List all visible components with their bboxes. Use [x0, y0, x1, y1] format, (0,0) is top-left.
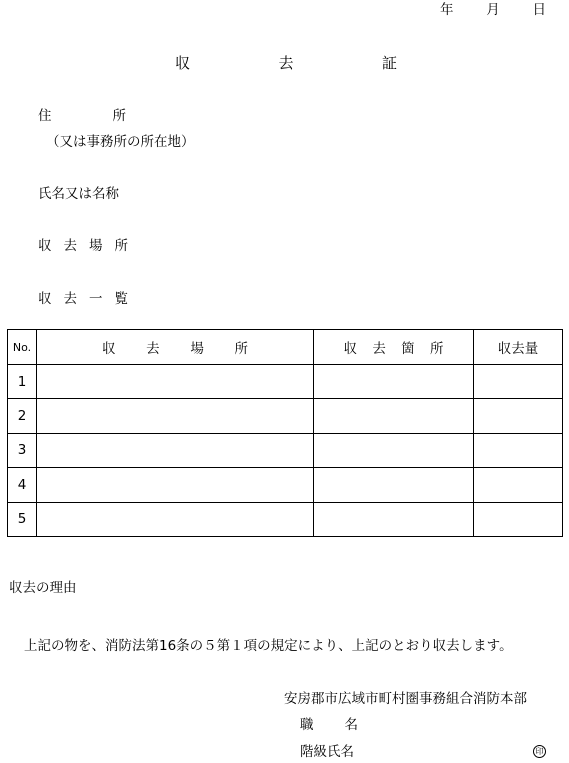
document-title — [175, 56, 397, 71]
date-day: 日 — [532, 2, 546, 18]
collection-list-label — [38, 293, 128, 307]
place-cell — [37, 468, 314, 502]
list-label-char-4: 覧 — [114, 291, 128, 307]
reason-heading: 収去の理由 — [9, 580, 77, 596]
title-char-2: 去 — [278, 54, 294, 72]
amount-cell — [474, 502, 563, 536]
spot-header-char-4: 所 — [429, 341, 444, 357]
date-month: 月 — [486, 2, 500, 18]
amount-cell — [474, 399, 563, 433]
spot-cell — [314, 433, 474, 467]
post-label-char-1: 職 — [300, 717, 314, 733]
place-header-char-3: 場 — [190, 341, 204, 357]
collection-table — [7, 329, 563, 537]
spot-cell — [314, 365, 474, 399]
post-label — [300, 719, 358, 733]
place-header-char-2: 去 — [146, 341, 160, 357]
seal-mark: 印 — [533, 745, 546, 758]
address-label — [38, 110, 126, 124]
row-number: 1 — [8, 365, 37, 399]
address-label-char-1: 住 — [38, 108, 52, 124]
collection-place-label — [38, 240, 128, 254]
spot-cell — [314, 468, 474, 502]
amount-column-header: 収去量 — [474, 330, 563, 365]
place-column-header — [37, 330, 314, 365]
organization-name: 安房郡市広域市町村圏事務組合消防本部 — [284, 691, 527, 707]
place-cell — [37, 433, 314, 467]
row-number: 3 — [8, 433, 37, 467]
spot-header-char-3: 箇 — [401, 341, 415, 357]
table-row — [8, 365, 563, 399]
amount-cell — [474, 433, 563, 467]
address-sub-label: （又は事務所の所在地） — [46, 134, 195, 150]
list-label-char-3: 一 — [89, 291, 103, 307]
place-header-char-4: 所 — [234, 341, 248, 357]
table-header-row — [8, 330, 563, 365]
row-number: 2 — [8, 399, 37, 433]
place-label-char-4: 所 — [114, 238, 128, 254]
table-row — [8, 502, 563, 536]
row-number: 4 — [8, 468, 37, 502]
spot-cell — [314, 502, 474, 536]
amount-cell — [474, 468, 563, 502]
date-line — [440, 4, 546, 18]
spot-header-char-2: 去 — [372, 341, 386, 357]
place-label-char-3: 場 — [89, 238, 103, 254]
spot-cell — [314, 399, 474, 433]
place-cell — [37, 502, 314, 536]
row-number: 5 — [8, 502, 37, 536]
place-cell — [37, 399, 314, 433]
spot-header-char-1: 収 — [343, 341, 357, 357]
spot-column-header — [314, 330, 474, 365]
table-row — [8, 399, 563, 433]
place-label-char-2: 去 — [63, 238, 77, 254]
post-label-char-2: 名 — [344, 717, 358, 733]
address-label-char-2: 所 — [112, 108, 126, 124]
name-label: 氏名又は名称 — [38, 186, 119, 202]
table-row — [8, 433, 563, 467]
place-header-char-1: 収 — [102, 341, 116, 357]
title-char-1: 収 — [175, 54, 191, 72]
list-label-char-1: 収 — [38, 291, 52, 307]
table-row — [8, 468, 563, 502]
amount-cell — [474, 365, 563, 399]
no-column-header: No. — [8, 330, 37, 365]
place-cell — [37, 365, 314, 399]
rank-name-label: 階級氏名 — [300, 744, 354, 760]
date-year: 年 — [440, 2, 454, 18]
list-label-char-2: 去 — [63, 291, 77, 307]
title-char-3: 証 — [381, 54, 397, 72]
place-label-char-1: 収 — [38, 238, 52, 254]
reason-statement: 上記の物を、消防法第16条の５第１項の規定により、上記のとおり収去します。 — [24, 638, 513, 654]
